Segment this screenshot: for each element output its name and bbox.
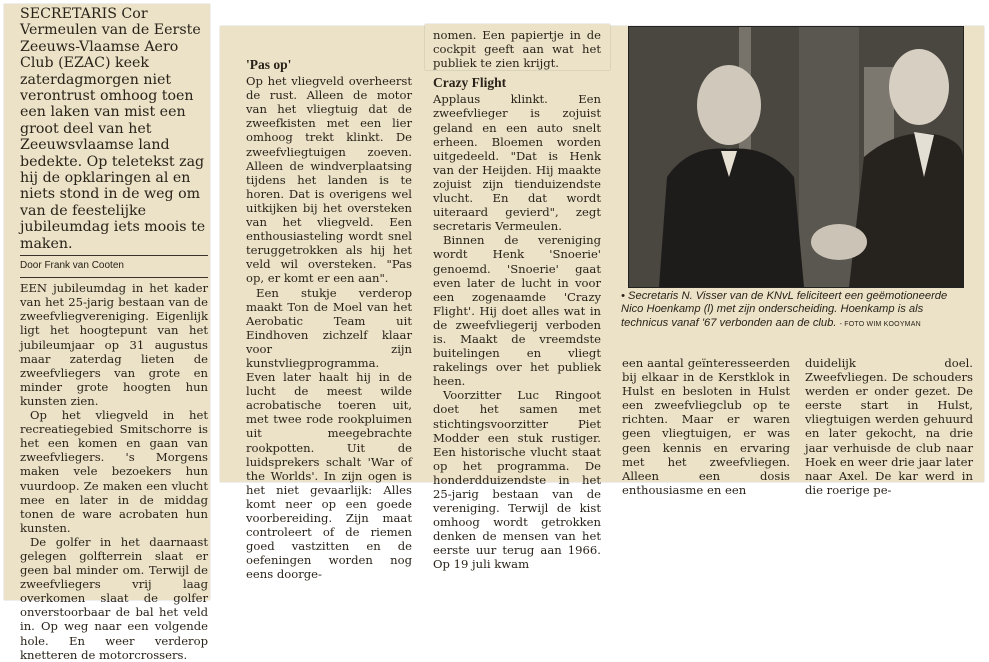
paragraph: nomen. Een papiertje in de cockpit geeft aan wat het publiek te zien krijgt. bbox=[433, 28, 601, 71]
divider bbox=[20, 255, 208, 256]
paragraph: Een stukje verderop maakt Ton de Moel van het Aerobatic Team uit Eindhoven zichzelf klaar voor zijn kunstvliegprogramma. Even later haalt hij in de lucht de meest wilde acrobatische toeren uit, met twee rode rookpluimen uit meegebrachte rookpotten. Uit de luidsprekers schalt 'War of the Worlds'. In zijn ogen is het niet gevaarlijk: Alles komt neer op een goede voorbereiding. Zijn maat controleert of de riemen goed vastzitten en de oefeningen worden nog eens doorge- bbox=[246, 285, 412, 582]
photo-caption bbox=[621, 290, 966, 331]
paragraph: Applaus klinkt. Een zweefvlieger is zojuist geland en een auto snelt erheen. Bloemen worden uitgedeeld. "Dat is Henk van der Heijden. Hij maakte zojuist zijn tienduizendste vlucht. En dat wordt uiteraard gevierd", zegt secretaris Vermeulen. bbox=[433, 92, 601, 234]
photo-illustration bbox=[629, 27, 963, 287]
column-2 bbox=[246, 56, 412, 581]
photo-credit: - FOTO WIM KOOYMAN bbox=[839, 320, 921, 328]
paragraph: Binnen de vereniging wordt Henk 'Snoerie' genoemd. 'Snoerie' gaat even later de lucht in voor een zogenaamde 'Crazy Flight'. Hij doet alles wat in de zweefvliegerij verboden is. Maakt de vreemdste buitelingen en vliegt rakelings over het publiek heen. bbox=[433, 233, 601, 389]
column-1 bbox=[20, 6, 208, 662]
subheading-pas-op: 'Pas op' bbox=[246, 57, 292, 72]
article-lead bbox=[20, 6, 208, 252]
subheading-crazy-flight: Crazy Flight bbox=[433, 75, 507, 91]
paragraph: De golfer in het daarnaast gelegen golfterrein slaat er geen bal minder om. Terwijl de zweefvliegers vrij laag overkomen slaat de golfer onverstoorbaar de bal het veld in. Op weg naar een volgende hole. En weer verderop knetteren de motorcrossers. bbox=[20, 534, 208, 662]
column-4 bbox=[622, 356, 790, 497]
paragraph: duidelijk doel. Zweefvliegen. De schouders werden er onder gezet. De eerste start in Hulst, vliegtuigen werden gehuurd en later gekocht, na drie jaar verhuisde de club naar Hoek en weer drie jaar later naar Axel. De kar werd in die roerige pe- bbox=[805, 356, 973, 497]
column-3 bbox=[433, 28, 601, 572]
paragraph: Voorzitter Luc Ringoot doet het samen met stichtingsvoorzitter Piet Modder een stuk rustiger. Een historische vlucht staat op het programma. De honderdduizendste in het 25-jarig bestaan van de vereniging. Terwijl de kist omhoog wordt getrokken denken de mensen van het eerste uur terug aan 1966. Op 19 juli kwam bbox=[433, 388, 601, 572]
column-5 bbox=[805, 356, 973, 497]
paragraph: Op het vliegveld overheerst de rust. Alleen de motor van het vliegtuig dat de zweefkisten met een lier omhoog trekt klinkt. De zweefvliegtuigen zoeven. Alleen de windverplaatsing tijdens het landen is te horen. Dat is overigens wel uitkijken bij het oversteken van het vliegveld. Een enthousiasteling wordt snel teruggetrokken als hij het veld wil oversteken. "Pas op, er komt er een aan". bbox=[246, 74, 412, 286]
paragraph: een aantal geïnteresseerden bij elkaar in de Kerstklok in Hulst en besloten in Hulst een zweefvliegclub op te richten. Maar er waren geen vliegtuigen, er was geen kennis en ervaring met het zweefvliegen. Alleen een dosis enthousiasme en een bbox=[622, 356, 790, 497]
lead-paragraph: SECRETARIS Cor Vermeulen van de Eerste Zeeuws-Vlaamse Aero Club (EZAC) keek zaterdagmorgen niet verontrust omhoog toen een laken van mist een groot deel van het Zeeuwsvlaamse land bedekte. Op teletekst zag hij de opklaringen al en niets stond in de weg om van de feestelijke jubileumdag iets moois te maken. bbox=[20, 6, 206, 252]
paragraph: Op het vliegveld in het recreatiegebied Smitschorre is het een komen en gaan van zweefvliegers. 's Morgens maken vele bezoekers hun vuurdoop. Ze maken een vlucht mee en later in de middag tonen de ware acrobaten hun kunsten. bbox=[20, 408, 208, 535]
paragraph: EEN jubileumdag in het kader van het 25-jarig bestaan van de zweefvliegvereniging. Eigenlijk ligt het hoogtepunt van het jubileumjaar op 31 augustus maar zaterdag lieten de zweefvliegers van grote en minder grote hoogten hun kunsten zien. bbox=[20, 281, 208, 408]
caption-text: • Secretaris N. Visser van de KNvL feliciteert een geëmotioneerde Nico Hoenkamp (l) met zijn onderscheiding. Hoenkamp is als technicus vanaf '67 verbonden aan de club. bbox=[621, 290, 948, 329]
divider bbox=[20, 277, 208, 278]
news-photo bbox=[628, 26, 964, 288]
byline: Door Frank van Cooten bbox=[20, 260, 124, 272]
